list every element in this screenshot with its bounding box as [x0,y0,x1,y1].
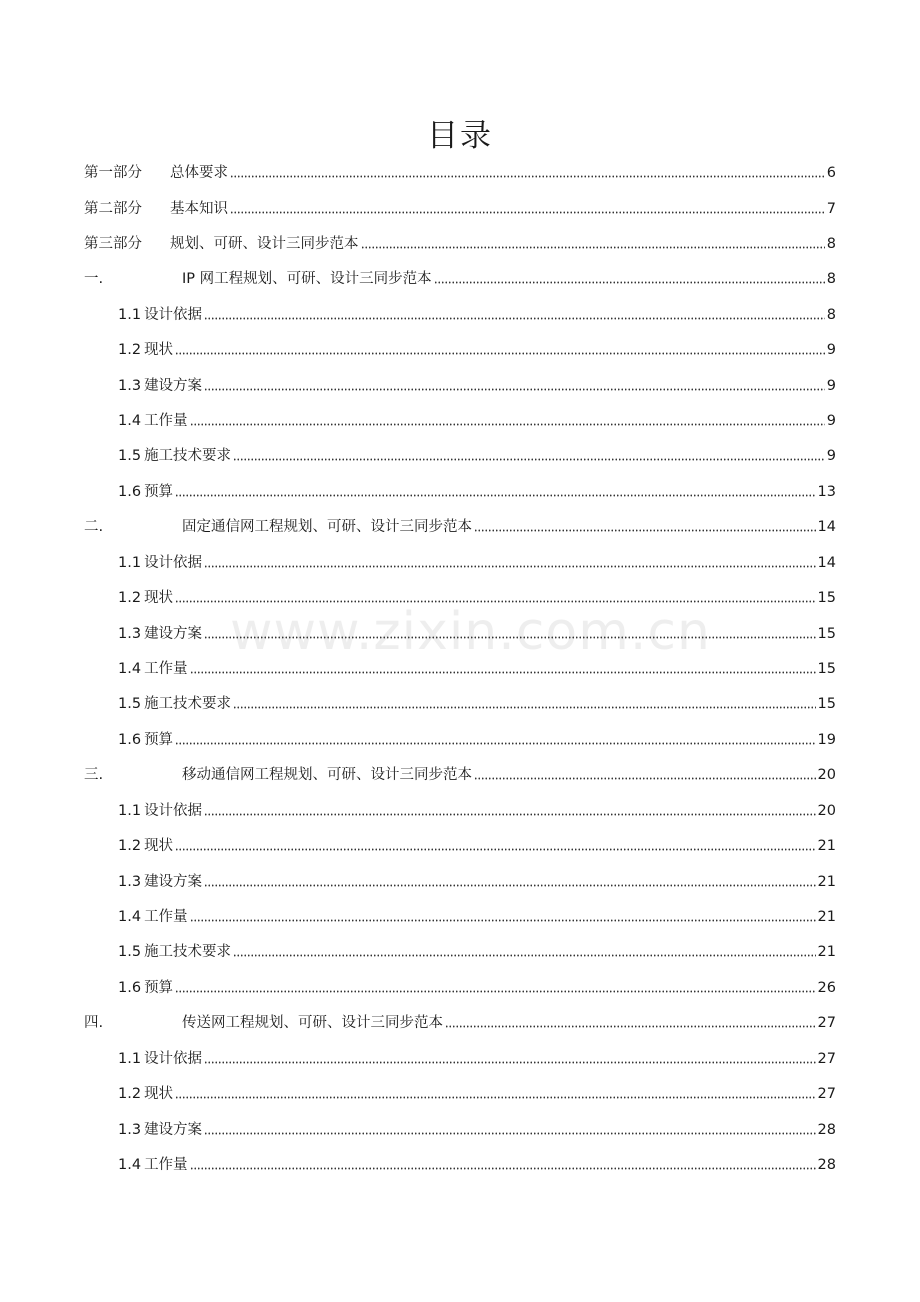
toc-entry-label: 预算 [144,484,174,500]
dot-leader [204,1132,815,1135]
toc-entry-subsection[interactable] [118,725,836,749]
toc-entry-section[interactable] [84,512,836,536]
toc-entry-page-number: 8 [826,271,836,287]
dot-leader [204,565,815,568]
dot-leader [190,1167,816,1170]
dot-leader [204,636,815,639]
toc-entry-page-number: 15 [817,590,836,606]
toc-entry-subsection[interactable] [118,1115,836,1139]
toc-entry-page-number: 15 [817,626,836,642]
toc-entry-number: 第一部分 [84,165,142,181]
toc-entry-label: 现状 [144,342,174,358]
toc-entry-subsection[interactable] [118,300,836,324]
dot-leader [175,1096,815,1099]
toc-entry-page-number: 27 [817,1015,836,1031]
watermark: www.zixin.com.cn [230,602,711,662]
toc-entry-page-number: 15 [817,696,836,712]
toc-entry-subsection[interactable] [118,548,836,572]
toc-entry-label: 建设方案 [144,1122,203,1138]
toc-entry-number: 1.2 [118,838,142,854]
toc-entry-page-number: 21 [817,874,836,890]
toc-entry-page-number: 15 [817,661,836,677]
toc-entry-number: 1.3 [118,1122,142,1138]
dot-leader [445,1025,816,1028]
toc-entry-label: 工作量 [144,413,188,429]
page-title: 目录 [427,118,493,154]
toc-entry-label: 建设方案 [144,626,203,642]
toc-entry-number: 1.3 [118,874,142,890]
toc-entry-number: 1.6 [118,484,142,500]
toc-entry-number: 1.5 [118,696,142,712]
dot-leader [230,175,825,178]
toc-entry-number: 1.4 [118,661,142,677]
toc-entry-page-number: 21 [817,944,836,960]
toc-entry-number: 1.4 [118,909,142,925]
toc-entry-page-number: 21 [817,909,836,925]
toc-entry-subsection[interactable] [118,441,836,465]
toc-entry-page-number: 19 [817,732,836,748]
toc-entry-subsection[interactable] [118,689,836,713]
toc-entry-number: 四. [84,1015,104,1031]
toc-entry-section[interactable] [84,760,836,784]
toc-entry-page-number: 21 [817,838,836,854]
toc-entry-label: 总体要求 [170,165,228,181]
toc-entry-page-number: 6 [826,165,836,181]
toc-entry-number: 第三部分 [84,236,142,252]
dot-leader [175,494,815,497]
toc-entry-number: 1.5 [118,944,142,960]
toc-entry-label: 基本知识 [170,201,228,217]
dot-leader [190,919,816,922]
toc-entry-page-number: 20 [817,767,836,783]
toc-entry-label: 设计依据 [144,307,203,323]
dot-leader [175,352,825,355]
toc-entry-label: 规划、可研、设计三同步范本 [170,236,359,252]
dot-leader [233,458,825,461]
toc-entry-number: 1.1 [118,1051,142,1067]
toc-entry-page-number: 26 [817,980,836,996]
toc-entry-label: 施工技术要求 [144,944,232,960]
toc-entry-subsection[interactable] [118,796,836,820]
toc-entry-page-number: 7 [826,201,836,217]
toc-entry-page-number: 13 [817,484,836,500]
dot-leader [474,529,816,532]
toc-entry-subsection[interactable] [118,371,836,395]
toc-entry-number: 1.3 [118,626,142,642]
dot-leader [175,600,815,603]
toc-entry-section[interactable] [84,158,836,182]
toc-entry-label: 建设方案 [144,874,203,890]
dot-leader [204,813,815,816]
toc-entry-number: 1.2 [118,590,142,606]
dot-leader [204,317,825,320]
toc-entry-page-number: 28 [817,1157,836,1173]
dot-leader [474,777,816,780]
dot-leader [361,246,825,249]
toc-entry-subsection[interactable] [118,831,836,855]
toc-entry-label: 工作量 [144,1157,188,1173]
toc-entry-page-number: 9 [826,413,836,429]
toc-entry-label: 施工技术要求 [144,448,232,464]
toc-entry-subsection[interactable] [118,867,836,891]
toc-entry-number: 1.6 [118,980,142,996]
toc-entry-page-number: 9 [826,378,836,394]
dot-leader [204,1061,815,1064]
toc-entry-number: 一. [84,271,104,287]
toc-entry-page-number: 27 [817,1086,836,1102]
toc-entry-number: 第二部分 [84,201,142,217]
toc-entry-subsection[interactable] [118,1150,836,1174]
dot-leader [190,423,825,426]
toc-entry-subsection[interactable] [118,937,836,961]
toc-entry-label: 建设方案 [144,378,203,394]
toc-entry-subsection[interactable] [118,619,836,643]
toc-entry-label: 移动通信网工程规划、可研、设计三同步范本 [182,767,472,783]
dot-leader [204,388,825,391]
toc-entry-section[interactable] [84,194,836,218]
toc-entry-label: 预算 [144,732,174,748]
toc-entry-number: 二. [84,519,104,535]
toc-entry-section[interactable] [84,264,836,288]
toc-entry-number: 1.2 [118,1086,142,1102]
toc-entry-label: 现状 [144,1086,174,1102]
toc-entry-number: 1.6 [118,732,142,748]
toc-entry-number: 1.3 [118,378,142,394]
toc-entry-page-number: 14 [817,555,836,571]
toc-entry-label: 现状 [144,838,174,854]
dot-leader [175,742,815,745]
toc-entry-label: IP 网工程规划、可研、设计三同步范本 [182,271,432,287]
dot-leader [230,211,825,214]
toc-entry-label: 工作量 [144,661,188,677]
toc-entry-section[interactable] [84,229,836,253]
toc-entry-number: 1.2 [118,342,142,358]
toc-entry-page-number: 8 [826,307,836,323]
dot-leader [434,281,825,284]
toc-entry-page-number: 20 [817,803,836,819]
toc-entry-label: 设计依据 [144,555,203,571]
toc-entry-subsection[interactable] [118,583,836,607]
toc-entry-page-number: 9 [826,342,836,358]
dot-leader [233,954,815,957]
toc-entry-number: 1.4 [118,413,142,429]
toc-entry-page-number: 14 [817,519,836,535]
dot-leader [204,884,815,887]
toc-entry-subsection[interactable] [118,973,836,997]
toc-entry-label: 工作量 [144,909,188,925]
toc-entry-label: 施工技术要求 [144,696,232,712]
toc-entry-section[interactable] [84,1008,836,1032]
toc-entry-number: 1.4 [118,1157,142,1173]
toc-entry-subsection[interactable] [118,654,836,678]
toc-entry-label: 设计依据 [144,1051,203,1067]
toc-entry-label: 固定通信网工程规划、可研、设计三同步范本 [182,519,472,535]
toc-entry-subsection[interactable] [118,477,836,501]
toc-entry-subsection[interactable] [118,335,836,359]
toc-entry-subsection[interactable] [118,1079,836,1103]
toc-entry-label: 预算 [144,980,174,996]
toc-entry-label: 传送网工程规划、可研、设计三同步范本 [182,1015,443,1031]
toc-entry-label: 现状 [144,590,174,606]
dot-leader [233,706,815,709]
toc-entry-number: 1.5 [118,448,142,464]
dot-leader [190,671,816,674]
toc-entry-number: 三. [84,767,104,783]
toc-entry-subsection[interactable] [118,902,836,926]
toc-entry-number: 1.1 [118,555,142,571]
toc-entry-number: 1.1 [118,803,142,819]
toc-entry-page-number: 28 [817,1122,836,1138]
dot-leader [175,848,815,851]
toc-entry-page-number: 9 [826,448,836,464]
toc-entry-page-number: 8 [826,236,836,252]
toc-entry-subsection[interactable] [118,406,836,430]
toc-entry-label: 设计依据 [144,803,203,819]
toc-entry-page-number: 27 [817,1051,836,1067]
toc-entry-subsection[interactable] [118,1044,836,1068]
toc-entry-number: 1.1 [118,307,142,323]
dot-leader [175,990,815,993]
